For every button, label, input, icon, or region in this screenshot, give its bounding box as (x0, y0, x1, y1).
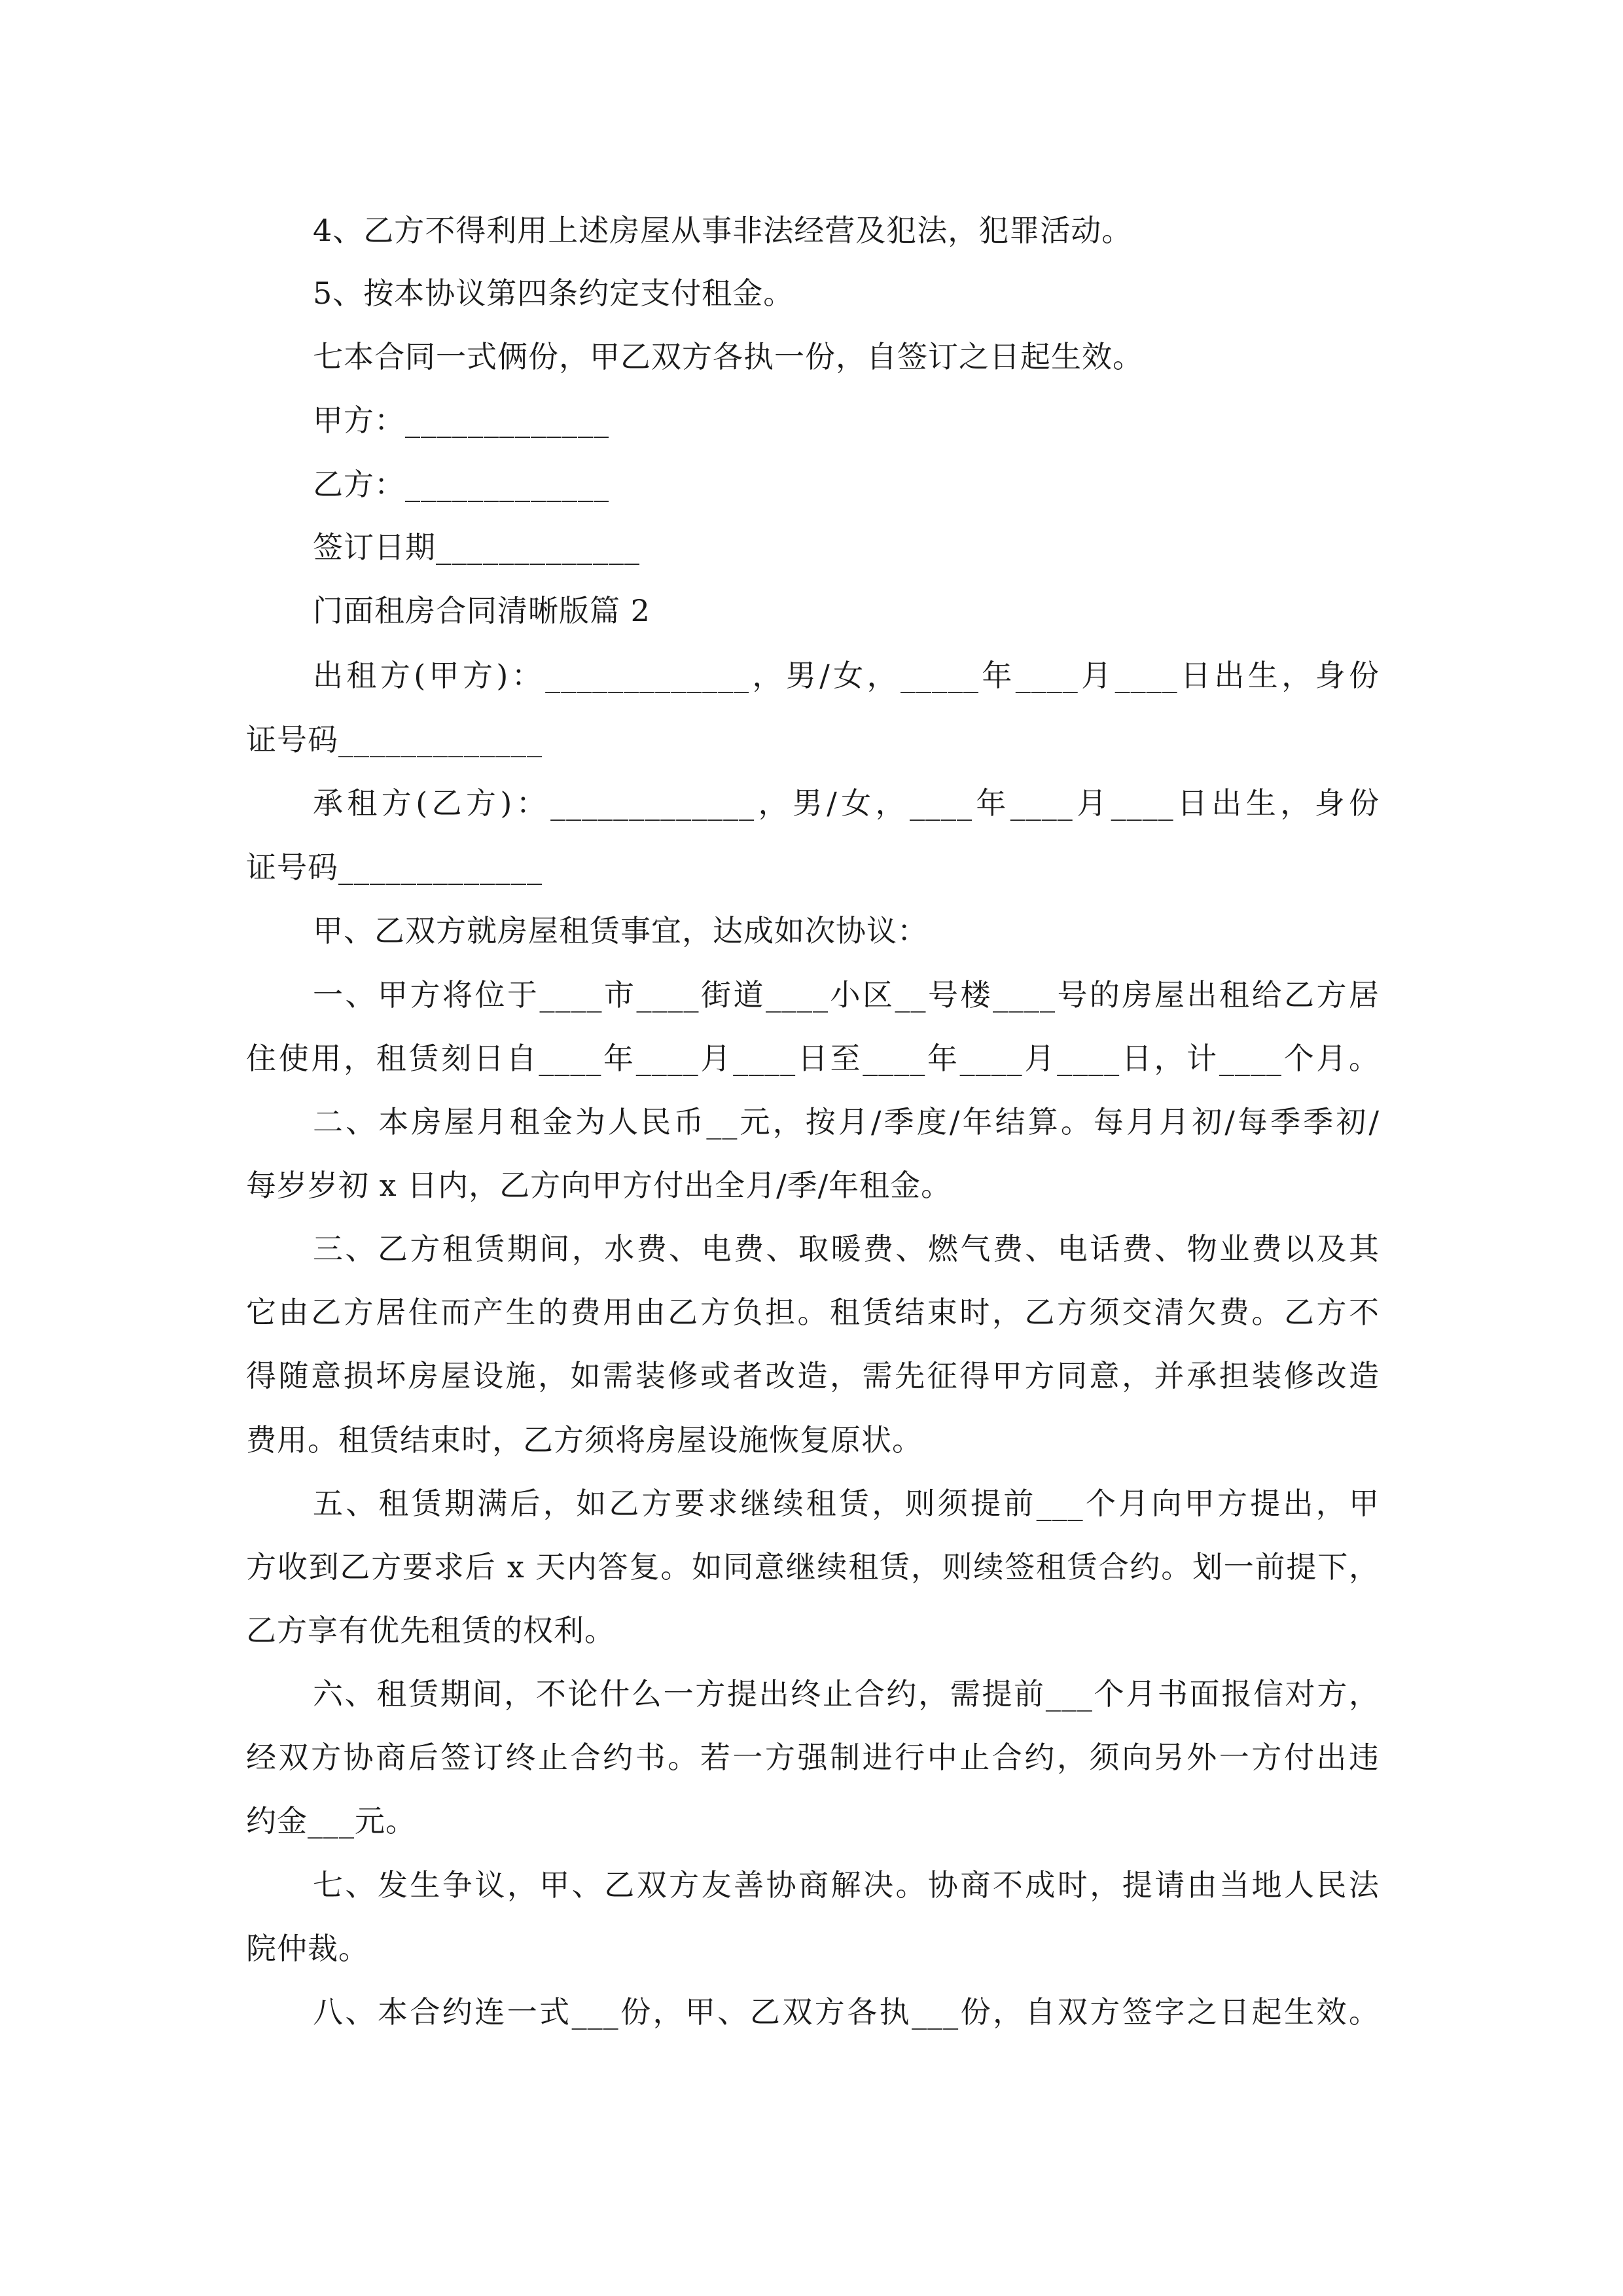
sign-date-line: 签订日期_____________ (313, 529, 640, 565)
article-5-line-1: 五、租赁期满后，如乙方要求继续租赁，则须提前___个月向甲方提出，甲 (313, 1486, 1380, 1521)
article-7-line-2: 院仲裁。 (246, 1931, 369, 1966)
article-3-line-3: 得随意损坏房屋设施，如需装修或者改造，需先征得甲方同意，并承担装修改造 (246, 1358, 1380, 1393)
article-6-line-3: 约金___元。 (246, 1803, 416, 1839)
article-1-line-1: 一、甲方将位于____市____街道____小区__号楼____号的房屋出租给乙方居 (313, 977, 1380, 1013)
article-2-line-1: 二、本房屋月租金为人民币__元，按月/季度/年结算。每月月初/每季季初/ (313, 1104, 1380, 1139)
clause-5-line: 5、按本协议第四条约定支付租金。 (313, 276, 794, 311)
party-a-signature-line: 甲方：_____________ (313, 403, 609, 438)
article-3-line-4: 费用。租赁结束时，乙方须将房屋设施恢复原状。 (246, 1422, 923, 1458)
lessor-line-2: 证号码_____________ (246, 722, 543, 757)
article-2-line-2: 每岁岁初 x 日内，乙方向甲方付出全月/季/年租金。 (246, 1168, 952, 1203)
section-7-line: 七本合同一式俩份，甲乙双方各执一份，自签订之日起生效。 (313, 339, 1143, 374)
article-3-line-1: 三、乙方租赁期间，水费、电费、取暖费、燃气费、电话费、物业费以及其 (313, 1231, 1380, 1266)
article-1-line-2: 住使用，租赁刻日自____年____月____日至____年____月____日，计____个月。 (246, 1041, 1380, 1076)
contract-title-part-2: 门面租房合同清晰版篇 2 (313, 593, 651, 628)
clause-4-line: 4、乙方不得利用上述房屋从事非法经营及犯法，犯罪活动。 (313, 213, 1133, 248)
lessee-line-1: 承租方(乙方)：_____________，男/女，____年____月____日出生，身份 (313, 785, 1380, 821)
article-6-line-2: 经双方协商后签订终止合约书。若一方强制进行中止合约，须向另外一方付出违 (246, 1740, 1380, 1775)
party-b-signature-line: 乙方：_____________ (313, 467, 609, 502)
article-3-line-2: 它由乙方居住而产生的费用由乙方负担。租赁结束时，乙方须交清欠费。乙方不 (246, 1295, 1380, 1330)
article-7-line-1: 七、发生争议，甲、乙双方友善协商解决。协商不成时，提请由当地人民法 (313, 1867, 1380, 1903)
agreement-intro-line: 甲、乙双方就房屋租赁事宜，达成如次协议： (313, 913, 928, 948)
article-8-line-1: 八、本合约连一式___份，甲、乙双方各执___份，自双方签字之日起生效。 (313, 1994, 1380, 2030)
lessee-line-2: 证号码_____________ (246, 850, 543, 885)
article-6-line-1: 六、租赁期间，不论什么一方提出终止合约，需提前___个月书面报信对方， (313, 1676, 1380, 1712)
lessor-line-1: 出租方(甲方)：_____________，男/女，_____年____月____日出生，身份 (313, 658, 1380, 693)
article-5-line-3: 乙方享有优先租赁的权利。 (246, 1613, 615, 1648)
article-5-line-2: 方收到乙方要求后 x 天内答复。如同意继续租赁，则续签租赁合约。划一前提下， (246, 1549, 1380, 1585)
